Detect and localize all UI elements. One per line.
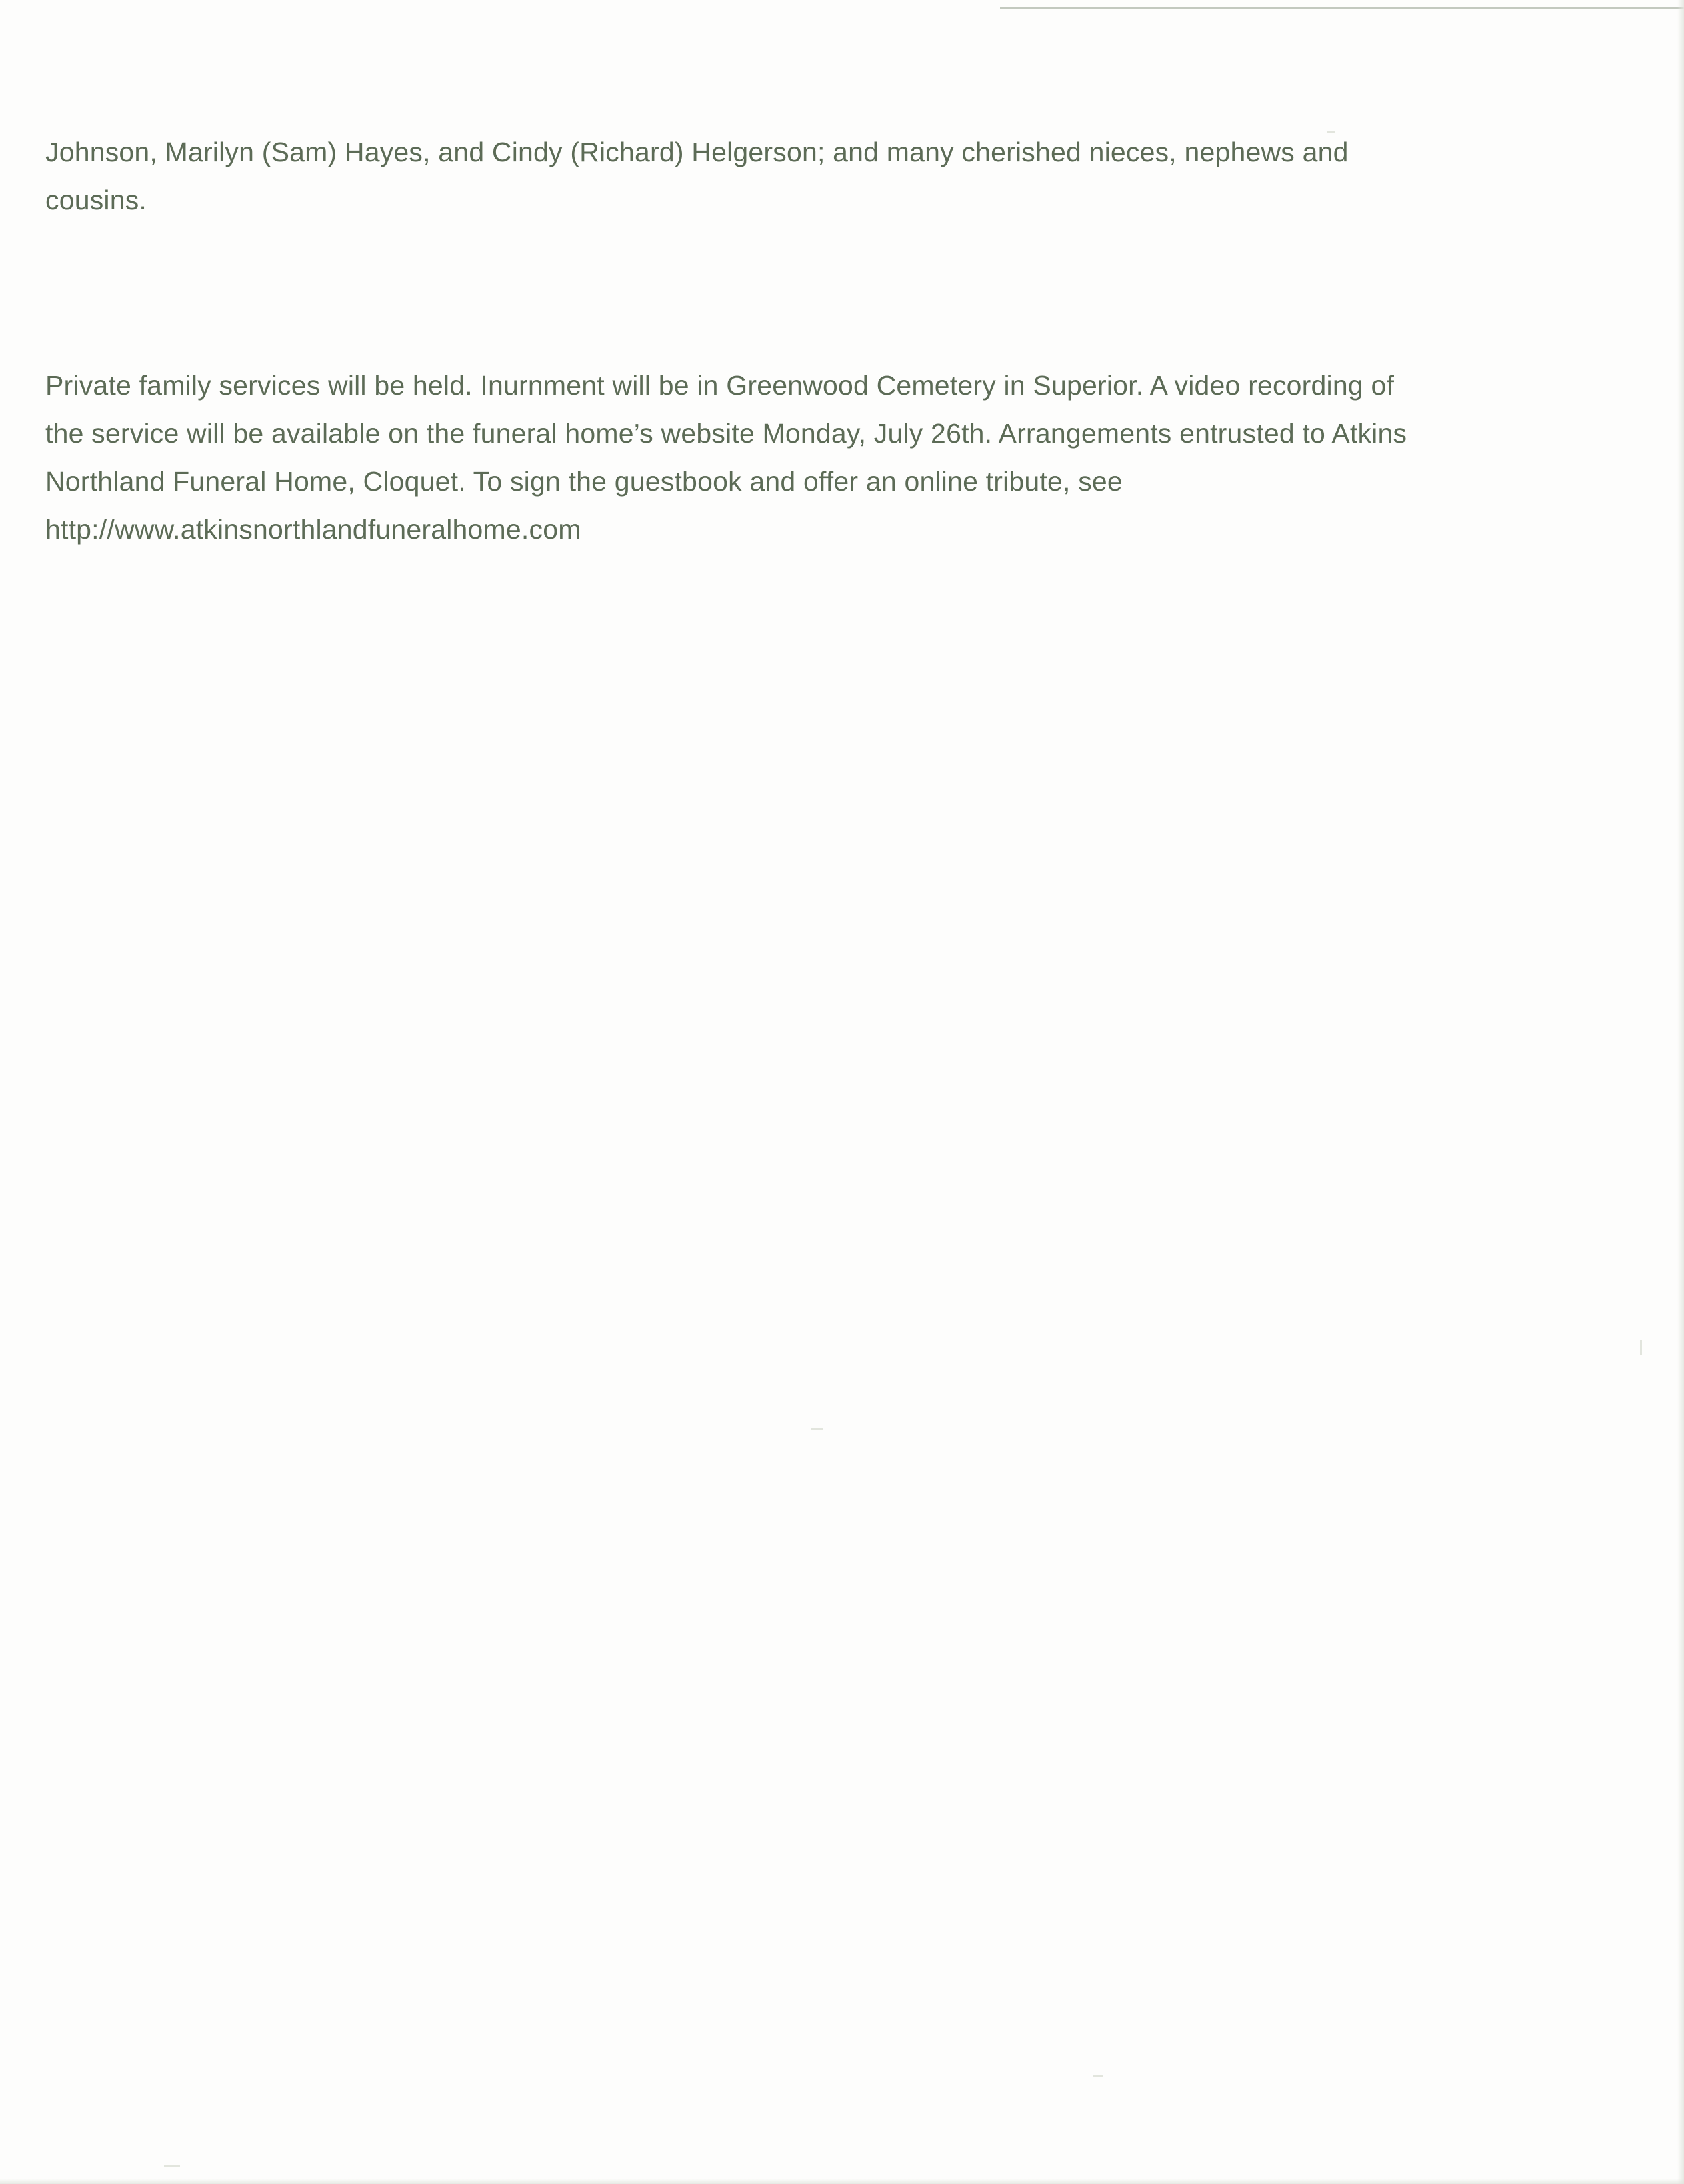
paragraph-2: Private family services will be held. Inurnment will be in Greenwood Cemetery in Superior. A video recording of the service will be available on the funeral home’s website Monday, July 26th. Arrangements entrusted to Atkins Northland Funeral Home, Cloquet. To sign the guestbook and offer an online tribute, see http://www.atkinsnorthlandfuneralhome.com bbox=[45, 370, 1415, 545]
scan-speck bbox=[811, 1428, 823, 1430]
scan-edge-top-line bbox=[1000, 7, 1684, 9]
scan-speck bbox=[164, 2165, 180, 2167]
scan-speck bbox=[1093, 2075, 1103, 2077]
paragraph-1: Johnson, Marilyn (Sam) Hayes, and Cindy (Richard) Helgerson; and many cherished nieces, nephews and cousins. bbox=[45, 137, 1357, 215]
scan-edge-right-shadow bbox=[1677, 0, 1684, 2184]
document-body bbox=[45, 32, 1432, 649]
scan-edge-bottom-shadow bbox=[0, 2179, 1684, 2184]
scan-speck bbox=[1640, 1340, 1642, 1355]
